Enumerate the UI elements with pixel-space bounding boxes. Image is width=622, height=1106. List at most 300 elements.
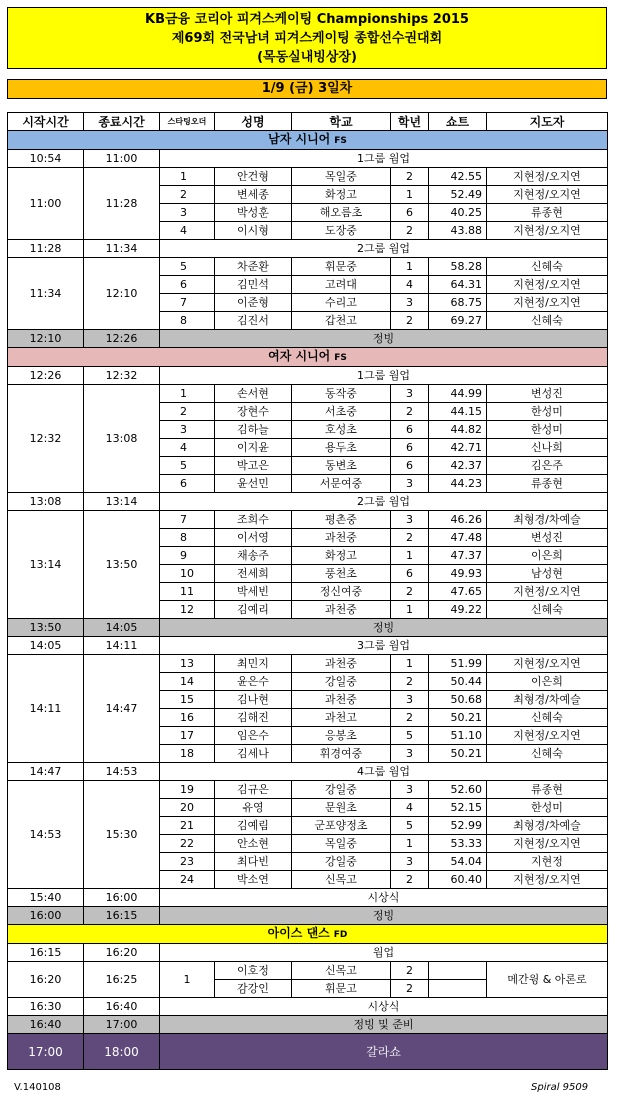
coach: 한성미 <box>487 421 608 439</box>
grade: 2 <box>391 980 429 998</box>
skater-name: 감강인 <box>215 980 292 998</box>
starting-order: 3 <box>160 204 215 222</box>
school: 목일중 <box>292 168 391 186</box>
start-time: 13:14 <box>8 511 84 619</box>
school: 신목고 <box>292 871 391 889</box>
starting-order: 22 <box>160 835 215 853</box>
skater-name: 김하늘 <box>215 421 292 439</box>
start-time: 13:08 <box>8 493 84 511</box>
skater-name: 조희수 <box>215 511 292 529</box>
grade: 3 <box>391 781 429 799</box>
coach: 류종현 <box>487 204 608 222</box>
short-score: 50.44 <box>429 673 487 691</box>
school: 과천중 <box>292 529 391 547</box>
school: 휘문고 <box>292 980 391 998</box>
short-score: 51.99 <box>429 655 487 673</box>
end-time: 16:20 <box>84 944 160 962</box>
skater-name: 김진서 <box>215 312 292 330</box>
section-label: 남자 시니어 <box>268 132 331 146</box>
short-score: 49.93 <box>429 565 487 583</box>
start-time: 11:34 <box>8 258 84 330</box>
skater-row <box>8 258 608 276</box>
event-row <box>8 637 608 655</box>
school: 목일중 <box>292 835 391 853</box>
skater-name: 이호정 <box>215 962 292 980</box>
start-time: 10:54 <box>8 150 84 168</box>
short-score: 50.21 <box>429 745 487 763</box>
end-time: 14:47 <box>84 655 160 763</box>
event-row <box>8 150 608 168</box>
short-score: 60.40 <box>429 871 487 889</box>
resurfacing-row <box>8 330 608 348</box>
start-time: 11:28 <box>8 240 84 258</box>
end-time: 12:10 <box>84 258 160 330</box>
short-score <box>429 962 487 980</box>
end-time: 18:00 <box>84 1034 160 1070</box>
header-cell: 학년 <box>391 113 429 131</box>
skater-name: 김민석 <box>215 276 292 294</box>
grade: 2 <box>391 871 429 889</box>
section-tag: FS <box>334 353 347 363</box>
school: 평촌중 <box>292 511 391 529</box>
starting-order: 5 <box>160 457 215 475</box>
event-row <box>8 998 608 1016</box>
coach: 신혜숙 <box>487 601 608 619</box>
school: 용두초 <box>292 439 391 457</box>
resurfacing-row <box>8 619 608 637</box>
skater-name: 이지윤 <box>215 439 292 457</box>
start-time: 15:40 <box>8 889 84 907</box>
coach: 지현정/오지연 <box>487 186 608 204</box>
skater-name: 최민지 <box>215 655 292 673</box>
grade: 2 <box>391 529 429 547</box>
section-header <box>8 925 608 944</box>
event-label: 정빙 <box>160 907 608 925</box>
school: 신목고 <box>292 962 391 980</box>
skater-name: 유영 <box>215 799 292 817</box>
coach: 이은희 <box>487 673 608 691</box>
grade: 1 <box>391 601 429 619</box>
short-score: 64.31 <box>429 276 487 294</box>
short-score: 50.21 <box>429 709 487 727</box>
starting-order: 18 <box>160 745 215 763</box>
coach: 신혜숙 <box>487 745 608 763</box>
grade: 2 <box>391 673 429 691</box>
event-label: 1그룹 웜업 <box>160 150 608 168</box>
short-score: 54.04 <box>429 853 487 871</box>
starting-order: 24 <box>160 871 215 889</box>
school: 서초중 <box>292 403 391 421</box>
grade: 2 <box>391 168 429 186</box>
coach: 지현정/오지연 <box>487 871 608 889</box>
end-time: 12:32 <box>84 367 160 385</box>
grade: 3 <box>391 385 429 403</box>
school: 해오름초 <box>292 204 391 222</box>
short-score: 44.99 <box>429 385 487 403</box>
starting-order: 7 <box>160 294 215 312</box>
version-label: V.140108 <box>14 1082 61 1093</box>
grade: 5 <box>391 727 429 745</box>
skater-row <box>8 511 608 529</box>
grade: 2 <box>391 312 429 330</box>
start-time: 12:10 <box>8 330 84 348</box>
grade: 1 <box>391 655 429 673</box>
coach: 남성현 <box>487 565 608 583</box>
coach: 메간윙 & 아론로 <box>487 962 608 998</box>
starting-order: 1 <box>160 385 215 403</box>
end-time: 11:28 <box>84 168 160 240</box>
coach: 지현정/오지연 <box>487 727 608 745</box>
title-line-3: (목동실내빙상장) <box>257 50 357 65</box>
school: 동작중 <box>292 385 391 403</box>
section-header <box>8 348 608 367</box>
grade: 2 <box>391 962 429 980</box>
school: 휘문중 <box>292 258 391 276</box>
starting-order: 2 <box>160 186 215 204</box>
starting-order: 8 <box>160 312 215 330</box>
skater-name: 이시형 <box>215 222 292 240</box>
skater-name: 김세나 <box>215 745 292 763</box>
short-score: 50.68 <box>429 691 487 709</box>
skater-name: 김예림 <box>215 817 292 835</box>
starting-order: 8 <box>160 529 215 547</box>
starting-order: 14 <box>160 673 215 691</box>
school: 과천중 <box>292 655 391 673</box>
short-score: 44.82 <box>429 421 487 439</box>
grade: 3 <box>391 511 429 529</box>
short-score <box>429 980 487 998</box>
event-label: 4그룹 웜업 <box>160 763 608 781</box>
section-label: 아이스 댄스 <box>267 926 330 940</box>
grade: 1 <box>391 186 429 204</box>
starting-order: 7 <box>160 511 215 529</box>
short-score: 58.28 <box>429 258 487 276</box>
skater-name: 박성훈 <box>215 204 292 222</box>
school: 군포양정초 <box>292 817 391 835</box>
coach: 한성미 <box>487 799 608 817</box>
starting-order: 12 <box>160 601 215 619</box>
event-label: 웜업 <box>160 944 608 962</box>
skater-row <box>8 781 608 799</box>
skater-name: 손서현 <box>215 385 292 403</box>
starting-order: 13 <box>160 655 215 673</box>
start-time: 17:00 <box>8 1034 84 1070</box>
skater-name: 윤은수 <box>215 673 292 691</box>
grade: 2 <box>391 583 429 601</box>
short-score: 42.71 <box>429 439 487 457</box>
starting-order: 20 <box>160 799 215 817</box>
start-time: 14:05 <box>8 637 84 655</box>
skater-row <box>8 655 608 673</box>
end-time: 13:50 <box>84 511 160 619</box>
grade: 2 <box>391 403 429 421</box>
skater-name: 김규은 <box>215 781 292 799</box>
skater-name: 윤선민 <box>215 475 292 493</box>
coach: 지현정/오지연 <box>487 276 608 294</box>
short-score: 53.33 <box>429 835 487 853</box>
school: 강일중 <box>292 853 391 871</box>
event-label: 정빙 <box>160 330 608 348</box>
starting-order: 3 <box>160 421 215 439</box>
coach: 신혜숙 <box>487 312 608 330</box>
end-time: 16:40 <box>84 998 160 1016</box>
skater-name: 전세희 <box>215 565 292 583</box>
event-label: 정빙 <box>160 619 608 637</box>
school: 풍천초 <box>292 565 391 583</box>
skater-name: 박고은 <box>215 457 292 475</box>
grade: 6 <box>391 421 429 439</box>
start-time: 13:50 <box>8 619 84 637</box>
starting-order: 5 <box>160 258 215 276</box>
gala-row <box>8 1034 608 1070</box>
school: 과천고 <box>292 709 391 727</box>
resurfacing-row <box>8 907 608 925</box>
schedule-table <box>7 112 608 1070</box>
skater-name: 안소현 <box>215 835 292 853</box>
date-bar: 1/9 (금) 3일차 <box>7 79 607 99</box>
school: 강일중 <box>292 781 391 799</box>
grade: 3 <box>391 853 429 871</box>
school: 호성초 <box>292 421 391 439</box>
coach: 류종현 <box>487 781 608 799</box>
school: 서문여중 <box>292 475 391 493</box>
coach: 김은주 <box>487 457 608 475</box>
starting-order: 10 <box>160 565 215 583</box>
skater-name: 김예리 <box>215 601 292 619</box>
grade: 2 <box>391 222 429 240</box>
skater-name: 박세빈 <box>215 583 292 601</box>
short-score: 42.37 <box>429 457 487 475</box>
coach: 변성진 <box>487 385 608 403</box>
short-score: 52.99 <box>429 817 487 835</box>
school: 고려대 <box>292 276 391 294</box>
coach: 지현정/오지연 <box>487 168 608 186</box>
end-time: 16:00 <box>84 889 160 907</box>
end-time: 11:34 <box>84 240 160 258</box>
starting-order: 16 <box>160 709 215 727</box>
starting-order: 1 <box>160 962 215 998</box>
brand-label: Spiral 9509 <box>531 1082 589 1093</box>
start-time: 16:30 <box>8 998 84 1016</box>
event-title <box>7 7 607 69</box>
coach: 최형경/차예슬 <box>487 817 608 835</box>
end-time: 14:11 <box>84 637 160 655</box>
coach: 이은희 <box>487 547 608 565</box>
section-tag: FS <box>334 136 347 146</box>
coach: 지현정/오지연 <box>487 583 608 601</box>
coach: 최형경/차예슬 <box>487 691 608 709</box>
grade: 5 <box>391 817 429 835</box>
event-label: 3그룹 웜업 <box>160 637 608 655</box>
event-label: 정빙 및 준비 <box>160 1016 608 1034</box>
starting-order: 1 <box>160 168 215 186</box>
school: 강일중 <box>292 673 391 691</box>
short-score: 51.10 <box>429 727 487 745</box>
starting-order: 17 <box>160 727 215 745</box>
school: 화정고 <box>292 186 391 204</box>
starting-order: 6 <box>160 276 215 294</box>
section-header <box>8 131 608 150</box>
end-time: 16:15 <box>84 907 160 925</box>
start-time: 16:00 <box>8 907 84 925</box>
header-cell: 지도자 <box>487 113 608 131</box>
school: 화정고 <box>292 547 391 565</box>
end-time: 14:05 <box>84 619 160 637</box>
starting-order: 11 <box>160 583 215 601</box>
skater-row <box>8 168 608 186</box>
school: 과천중 <box>292 601 391 619</box>
school: 과천중 <box>292 691 391 709</box>
title-line-2: 제69회 전국남녀 피겨스케이팅 종합선수권대회 <box>171 31 443 46</box>
grade: 6 <box>391 457 429 475</box>
short-score: 69.27 <box>429 312 487 330</box>
title-line-1: KB금융 코리아 피겨스케이팅 Championships 2015 <box>145 12 469 27</box>
event-row <box>8 240 608 258</box>
start-time: 16:40 <box>8 1016 84 1034</box>
short-score: 52.49 <box>429 186 487 204</box>
end-time: 17:00 <box>84 1016 160 1034</box>
skater-name: 변세종 <box>215 186 292 204</box>
grade: 1 <box>391 258 429 276</box>
coach: 지현정/오지연 <box>487 655 608 673</box>
start-time: 11:00 <box>8 168 84 240</box>
grade: 3 <box>391 294 429 312</box>
grade: 3 <box>391 475 429 493</box>
short-score: 52.60 <box>429 781 487 799</box>
skater-name: 채송주 <box>215 547 292 565</box>
grade: 1 <box>391 547 429 565</box>
header-cell: 종료시간 <box>84 113 160 131</box>
skater-name: 임은수 <box>215 727 292 745</box>
starting-order: 15 <box>160 691 215 709</box>
coach: 한성미 <box>487 403 608 421</box>
coach: 지현정/오지연 <box>487 222 608 240</box>
coach: 지현정/오지연 <box>487 835 608 853</box>
short-score: 49.22 <box>429 601 487 619</box>
skater-name: 장현수 <box>215 403 292 421</box>
section-title <box>8 131 608 150</box>
skater-name: 최다빈 <box>215 853 292 871</box>
header-cell: 성명 <box>215 113 292 131</box>
start-time: 14:53 <box>8 781 84 889</box>
event-row <box>8 944 608 962</box>
event-label: 시상식 <box>160 998 608 1016</box>
event-label: 2그룹 웜업 <box>160 240 608 258</box>
skater-name: 차준환 <box>215 258 292 276</box>
end-time: 13:14 <box>84 493 160 511</box>
grade: 6 <box>391 565 429 583</box>
start-time: 12:32 <box>8 385 84 493</box>
school: 휘경여중 <box>292 745 391 763</box>
header-row <box>8 113 608 131</box>
section-title <box>8 925 608 944</box>
starting-order: 19 <box>160 781 215 799</box>
start-time: 16:20 <box>8 962 84 998</box>
short-score: 40.25 <box>429 204 487 222</box>
start-time: 16:15 <box>8 944 84 962</box>
event-label: 갈라쇼 <box>160 1034 608 1070</box>
short-score: 44.23 <box>429 475 487 493</box>
schedule-body <box>8 131 608 1070</box>
coach: 류종현 <box>487 475 608 493</box>
end-time: 16:25 <box>84 962 160 998</box>
short-score: 46.26 <box>429 511 487 529</box>
end-time: 13:08 <box>84 385 160 493</box>
short-score: 42.55 <box>429 168 487 186</box>
grade: 1 <box>391 835 429 853</box>
start-time: 14:11 <box>8 655 84 763</box>
coach: 지현정 <box>487 853 608 871</box>
grade: 3 <box>391 691 429 709</box>
short-score: 52.15 <box>429 799 487 817</box>
start-time: 12:26 <box>8 367 84 385</box>
event-row <box>8 889 608 907</box>
event-label: 1그룹 웜업 <box>160 367 608 385</box>
section-title <box>8 348 608 367</box>
header-cell: 학교 <box>292 113 391 131</box>
event-row <box>8 367 608 385</box>
starting-order: 4 <box>160 222 215 240</box>
grade: 6 <box>391 204 429 222</box>
coach: 신혜숙 <box>487 709 608 727</box>
coach: 변성진 <box>487 529 608 547</box>
resurfacing-row <box>8 1016 608 1034</box>
short-score: 43.88 <box>429 222 487 240</box>
end-time: 11:00 <box>84 150 160 168</box>
end-time: 14:53 <box>84 763 160 781</box>
school: 동변초 <box>292 457 391 475</box>
short-score: 68.75 <box>429 294 487 312</box>
starting-order: 21 <box>160 817 215 835</box>
skater-name: 이준형 <box>215 294 292 312</box>
end-time: 15:30 <box>84 781 160 889</box>
school: 정신여중 <box>292 583 391 601</box>
starting-order: 9 <box>160 547 215 565</box>
coach: 신혜숙 <box>487 258 608 276</box>
school: 갑천고 <box>292 312 391 330</box>
skater-row <box>8 385 608 403</box>
short-score: 47.37 <box>429 547 487 565</box>
coach: 신나희 <box>487 439 608 457</box>
school: 문원초 <box>292 799 391 817</box>
grade: 4 <box>391 276 429 294</box>
starting-order: 23 <box>160 853 215 871</box>
coach: 지현정/오지연 <box>487 294 608 312</box>
starting-order: 6 <box>160 475 215 493</box>
school: 도장중 <box>292 222 391 240</box>
skater-name: 김해진 <box>215 709 292 727</box>
section-label: 여자 시니어 <box>268 349 331 363</box>
starting-order: 4 <box>160 439 215 457</box>
short-score: 44.15 <box>429 403 487 421</box>
school: 응봉초 <box>292 727 391 745</box>
starting-order: 2 <box>160 403 215 421</box>
skater-name: 김나현 <box>215 691 292 709</box>
coach: 최형경/차예슬 <box>487 511 608 529</box>
event-label: 시상식 <box>160 889 608 907</box>
skater-name: 안건형 <box>215 168 292 186</box>
grade: 6 <box>391 439 429 457</box>
grade: 4 <box>391 799 429 817</box>
grade: 2 <box>391 709 429 727</box>
event-label: 2그룹 웜업 <box>160 493 608 511</box>
short-score: 47.65 <box>429 583 487 601</box>
event-row <box>8 493 608 511</box>
short-score: 47.48 <box>429 529 487 547</box>
section-tag: FD <box>333 930 348 940</box>
grade: 3 <box>391 745 429 763</box>
skater-name: 박소연 <box>215 871 292 889</box>
